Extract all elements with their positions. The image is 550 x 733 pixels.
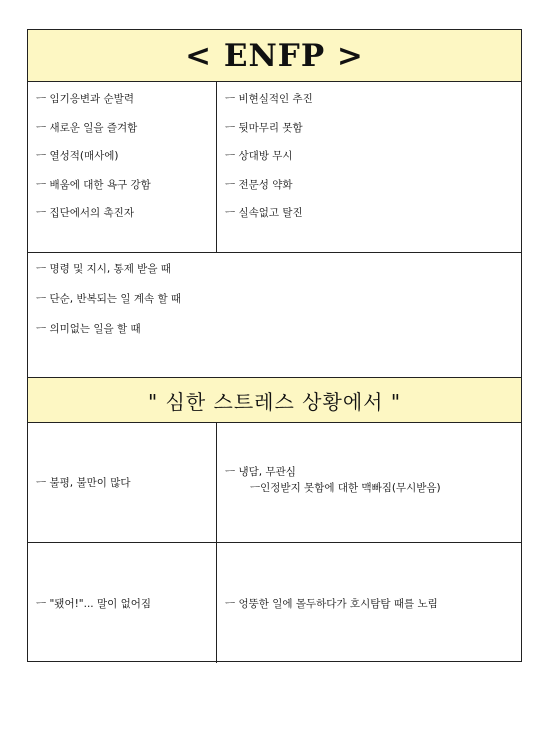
stress-cell (225, 543, 515, 663)
stress-cell (36, 423, 214, 542)
weakness-item: ㅡ 상대방 무시 (225, 150, 293, 162)
enfp-sheet (27, 29, 522, 662)
stress-column-divider (216, 423, 217, 663)
strength-item: ㅡ 열성적(매사에) (36, 150, 119, 162)
stress-section-title: " 심한 스트레스 상황에서 " (28, 377, 521, 423)
strength-item: ㅡ 집단에서의 촉진자 (36, 207, 134, 219)
page-title: < ENFP > (28, 30, 521, 82)
strength-item: ㅡ 임기응변과 순발력 (36, 93, 134, 105)
weaknesses-cell (225, 91, 515, 234)
stress-cell (36, 543, 214, 663)
stress-text: ㅡ 냉담, 무관심 (225, 466, 296, 478)
section-divider (28, 252, 521, 253)
stress-text: ㅡ 엉뚱한 일에 몰두하다가 호시탐탐 때를 노림 (225, 597, 438, 610)
strengths-list (36, 91, 216, 234)
weakness-item: ㅡ 비현실적인 추진 (225, 93, 313, 105)
column-divider (216, 82, 217, 252)
strengths-cell (36, 91, 216, 234)
stress-cell (225, 423, 515, 542)
trigger-item: ㅡ 명령 및 지시, 통제 받을 때 (36, 263, 171, 275)
stress-text: ㅡ인정받지 못함에 대한 맥빠짐(무시받음) (250, 482, 441, 494)
trigger-item: ㅡ 의미없는 일을 할 때 (36, 323, 141, 335)
trigger-item: ㅡ 단순, 반복되는 일 계속 할 때 (36, 293, 182, 305)
stress-triggers-cell (36, 261, 506, 351)
weakness-item: ㅡ 전문성 약화 (225, 178, 293, 191)
strength-item: ㅡ 배움에 대한 욕구 강함 (36, 178, 151, 191)
stress-text: ㅡ 불평, 불만이 많다 (36, 477, 131, 489)
weakness-item: ㅡ 뒷마무리 못함 (225, 121, 303, 134)
stress-triggers-list (36, 261, 506, 351)
stress-text: ㅡ "됐어!"... 말이 없어짐 (36, 597, 152, 610)
strength-item: ㅡ 새로운 일을 즐겨함 (36, 121, 138, 134)
weakness-item: ㅡ 실속없고 탈진 (225, 207, 303, 219)
weaknesses-list (225, 91, 515, 234)
